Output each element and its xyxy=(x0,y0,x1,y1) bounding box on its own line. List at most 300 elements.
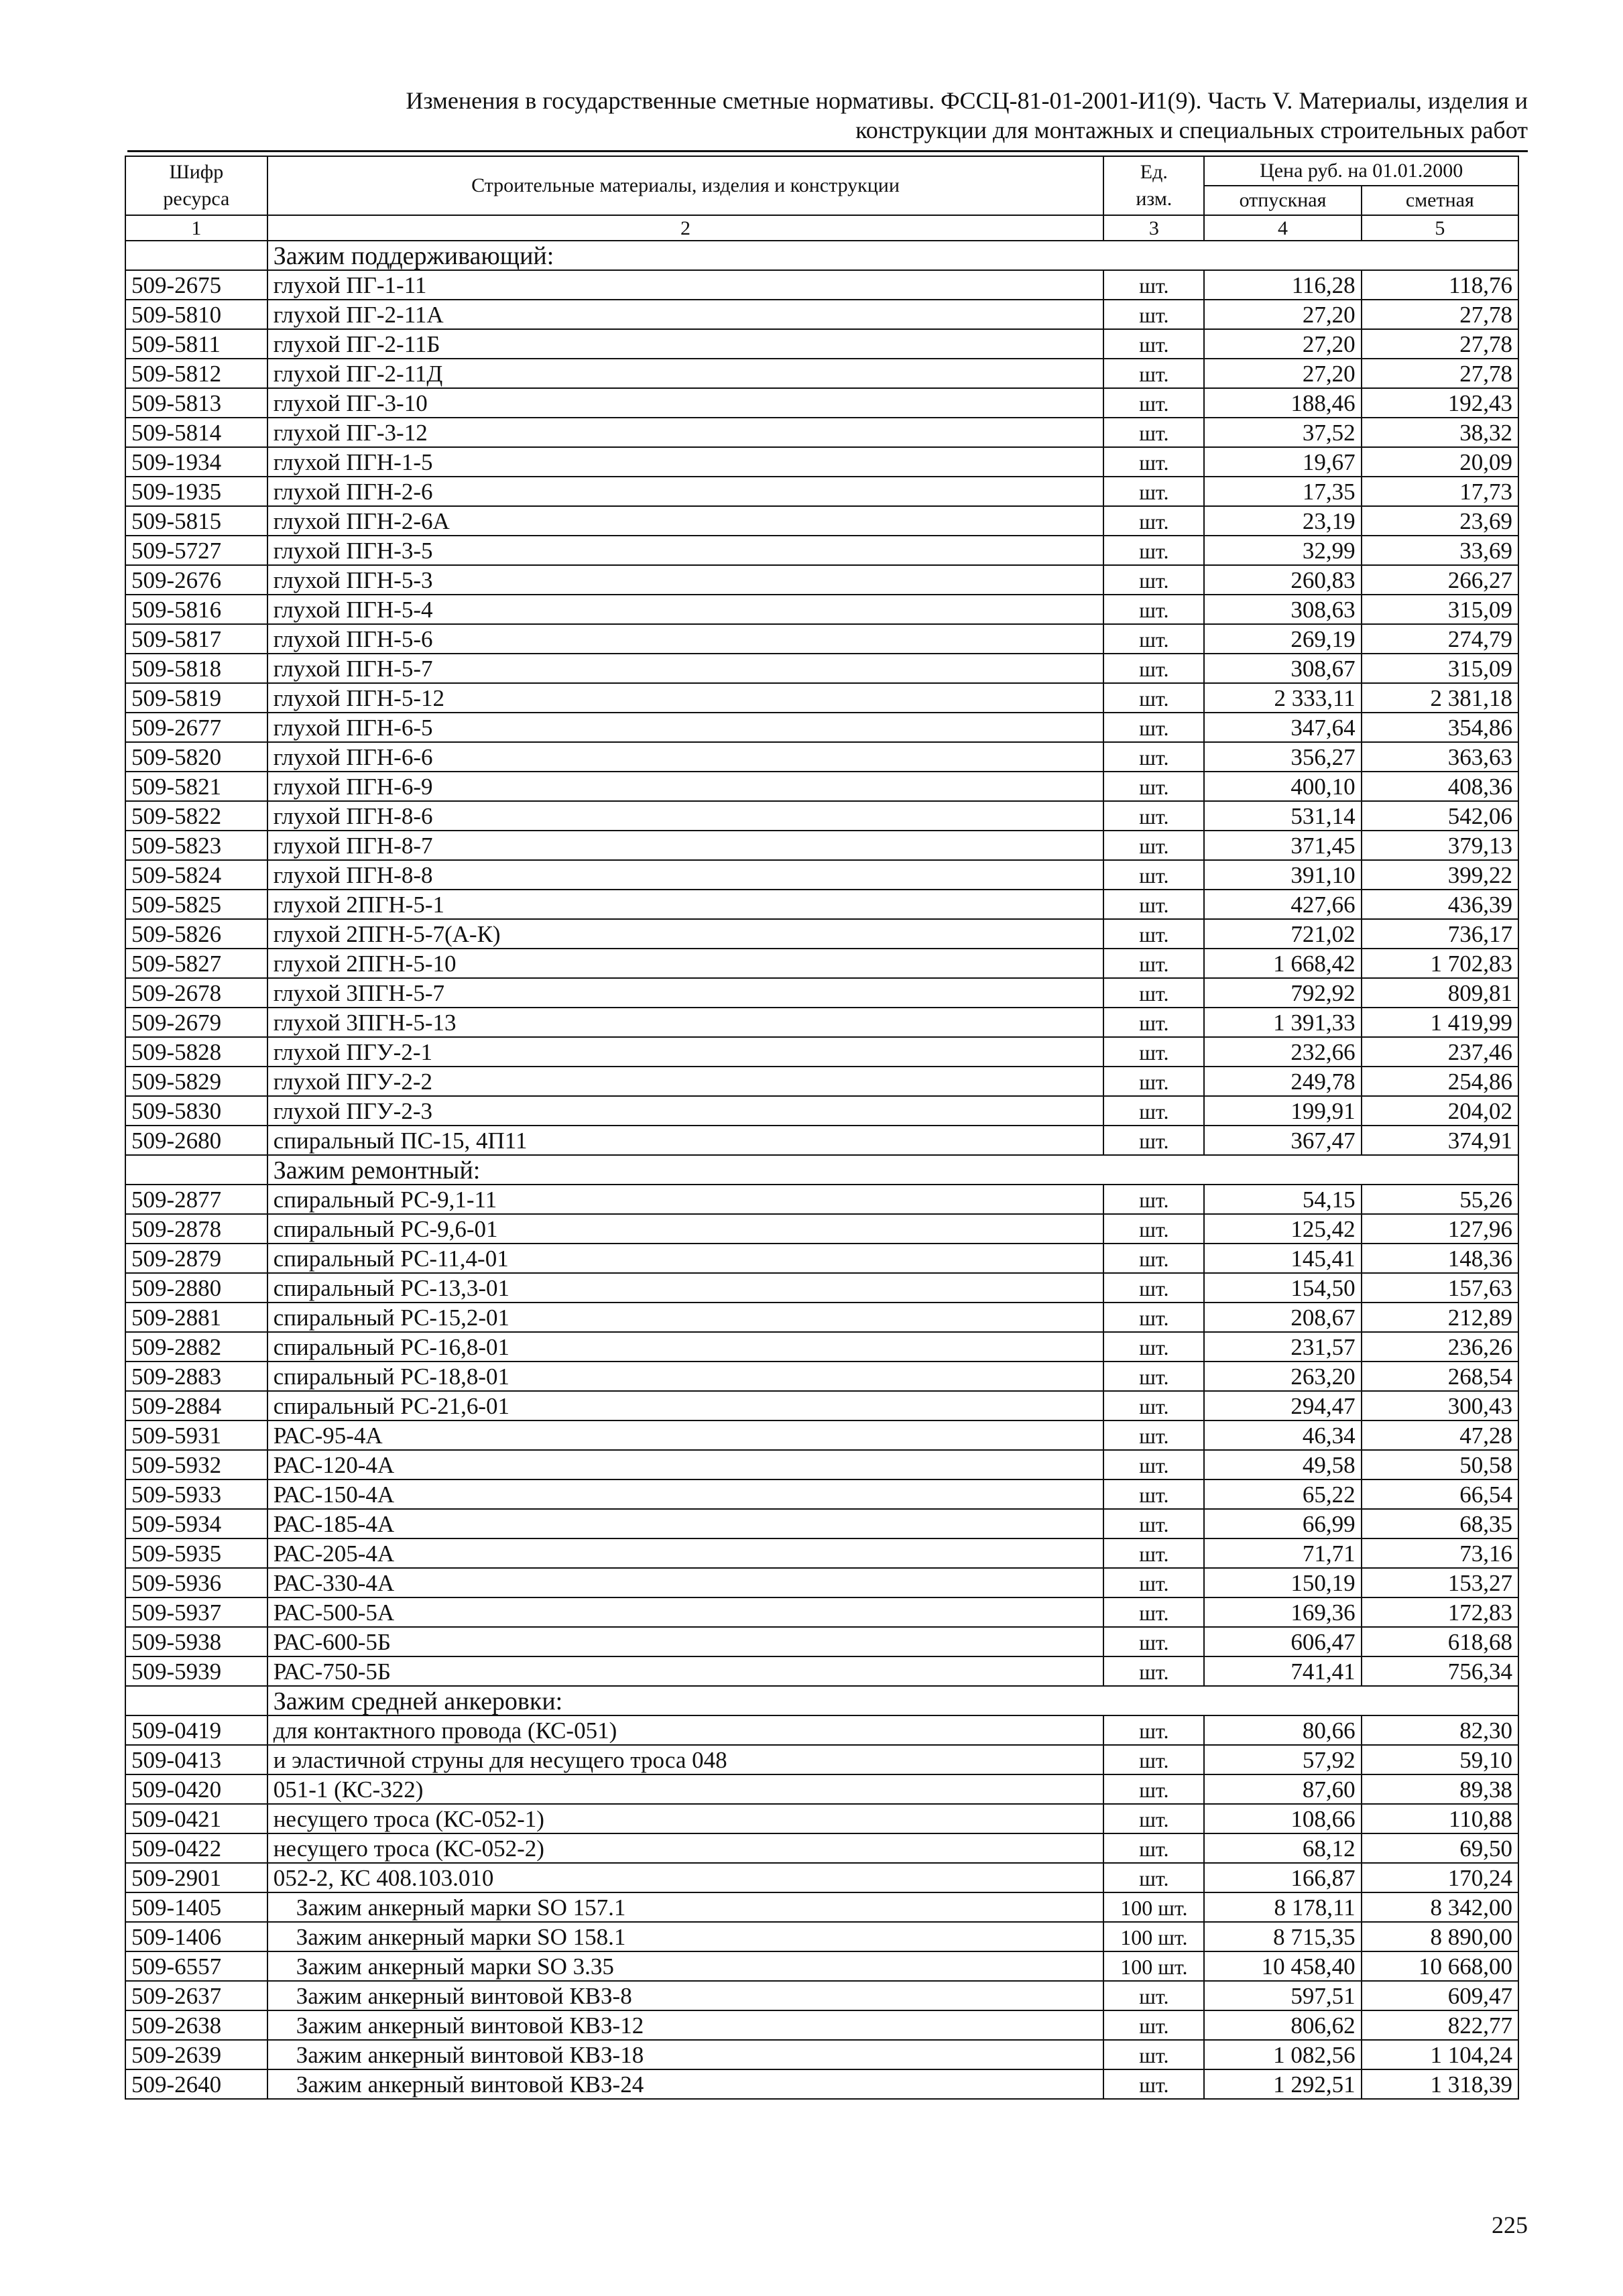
price-sale: 347,64 xyxy=(1204,713,1361,742)
code-header-line-1: Шифр xyxy=(169,161,224,183)
unit-of-measure: шт. xyxy=(1103,860,1204,890)
unit-of-measure: 100 шт. xyxy=(1103,1922,1204,1951)
material-name: Зажим анкерный винтовой КВЗ-24 xyxy=(267,2069,1104,2099)
price-estimate: 73,16 xyxy=(1362,1538,1518,1568)
unit-of-measure: шт. xyxy=(1103,1362,1204,1391)
price-estimate: 618,68 xyxy=(1362,1627,1518,1656)
price-estimate: 822,77 xyxy=(1362,2010,1518,2040)
price-estimate: 66,54 xyxy=(1362,1479,1518,1509)
price-estimate: 315,09 xyxy=(1362,595,1518,624)
price-sale: 1 391,33 xyxy=(1204,1008,1361,1037)
material-name: несущего троса (КС-052-1) xyxy=(267,1804,1104,1833)
resource-code: 509-2680 xyxy=(125,1126,267,1155)
price-sale: 188,46 xyxy=(1204,388,1361,418)
resource-code: 509-1934 xyxy=(125,447,267,477)
unit-of-measure: шт. xyxy=(1103,1774,1204,1804)
section-header-row xyxy=(125,241,1518,270)
price-sale: 10 458,40 xyxy=(1204,1951,1361,1981)
unit-of-measure: шт. xyxy=(1103,477,1204,506)
unit-of-measure: шт. xyxy=(1103,1244,1204,1273)
price-estimate: 8 890,00 xyxy=(1362,1922,1518,1951)
unit-of-measure: шт. xyxy=(1103,1421,1204,1450)
material-name: глухой ПГН-5-7 xyxy=(267,654,1104,683)
resource-code: 509-5822 xyxy=(125,801,267,831)
resource-code: 509-5938 xyxy=(125,1627,267,1656)
section-title: Зажим средней анкеровки: xyxy=(267,1686,1518,1715)
price-sale: 249,78 xyxy=(1204,1067,1361,1096)
table-row xyxy=(125,1538,1518,1568)
resource-code: 509-1405 xyxy=(125,1892,267,1922)
section-header-row xyxy=(125,1686,1518,1715)
price-sale: 741,41 xyxy=(1204,1656,1361,1686)
price-sale: 32,99 xyxy=(1204,536,1361,565)
material-name: и эластичной струны для несущего троса 048 xyxy=(267,1745,1104,1774)
table-row xyxy=(125,654,1518,683)
table-row xyxy=(125,949,1518,978)
material-name: глухой 3ПГН-5-7 xyxy=(267,978,1104,1008)
material-name: Зажим анкерный марки SO 157.1 xyxy=(267,1892,1104,1922)
material-name: 052-2, КС 408.103.010 xyxy=(267,1863,1104,1892)
price-estimate: 274,79 xyxy=(1362,624,1518,654)
material-name: глухой ПГ-3-10 xyxy=(267,388,1104,418)
resource-code: 509-5820 xyxy=(125,742,267,772)
table-row xyxy=(125,1479,1518,1509)
code-header-line-2: ресурса xyxy=(163,188,230,210)
unit-of-measure: 100 шт. xyxy=(1103,1951,1204,1981)
resource-code: 509-2639 xyxy=(125,2040,267,2069)
header-line-2: конструкции для монтажных и специальных строительных работ xyxy=(855,117,1528,143)
resource-code: 509-5939 xyxy=(125,1656,267,1686)
material-name: глухой ПГН-5-3 xyxy=(267,565,1104,595)
material-name: для контактного провода (КС-051) xyxy=(267,1715,1104,1745)
unit-of-measure: шт. xyxy=(1103,1568,1204,1597)
header-line-1: Изменения в государственные сметные нормативы. ФССЦ-81-01-2001-И1(9). Часть V. Материалы, изделия и xyxy=(406,87,1528,114)
resource-code: 509-2637 xyxy=(125,1981,267,2010)
price-sale: 27,20 xyxy=(1204,329,1361,359)
unit-of-measure: шт. xyxy=(1103,359,1204,388)
resource-code: 509-5814 xyxy=(125,418,267,447)
price-sale: 49,58 xyxy=(1204,1450,1361,1479)
price-sale: 263,20 xyxy=(1204,1362,1361,1391)
price-estimate: 172,83 xyxy=(1362,1597,1518,1627)
resource-code: 509-5933 xyxy=(125,1479,267,1509)
price-estimate: 363,63 xyxy=(1362,742,1518,772)
page-header xyxy=(86,86,1528,145)
column-number: 3 xyxy=(1103,215,1204,241)
price-sale: 367,47 xyxy=(1204,1126,1361,1155)
unit-of-measure: шт. xyxy=(1103,742,1204,772)
unit-of-measure: шт. xyxy=(1103,2010,1204,2040)
price-estimate: 82,30 xyxy=(1362,1715,1518,1745)
resource-code: 509-1935 xyxy=(125,477,267,506)
table-row xyxy=(125,2040,1518,2069)
price-estimate: 23,69 xyxy=(1362,506,1518,536)
table-row xyxy=(125,1833,1518,1863)
price-sale: 23,19 xyxy=(1204,506,1361,536)
column-number: 2 xyxy=(267,215,1104,241)
table-row xyxy=(125,1450,1518,1479)
material-name: Зажим анкерный винтовой КВЗ-12 xyxy=(267,2010,1104,2040)
unit-of-measure: шт. xyxy=(1103,713,1204,742)
unit-of-measure: шт. xyxy=(1103,654,1204,683)
material-name: глухой ПГН-8-6 xyxy=(267,801,1104,831)
resource-code: 509-0419 xyxy=(125,1715,267,1745)
price-estimate: 436,39 xyxy=(1362,890,1518,919)
price-sale: 1 668,42 xyxy=(1204,949,1361,978)
price-estimate: 315,09 xyxy=(1362,654,1518,683)
price-estimate: 157,63 xyxy=(1362,1273,1518,1303)
resource-code: 509-6557 xyxy=(125,1951,267,1981)
resource-code: 509-5811 xyxy=(125,329,267,359)
table-row xyxy=(125,1981,1518,2010)
price-sale: 308,63 xyxy=(1204,595,1361,624)
price-table xyxy=(125,156,1519,2100)
price-sale: 721,02 xyxy=(1204,919,1361,949)
price-sale: 606,47 xyxy=(1204,1627,1361,1656)
price-estimate: 399,22 xyxy=(1362,860,1518,890)
unit-of-measure: шт. xyxy=(1103,1303,1204,1332)
resource-code: 509-2881 xyxy=(125,1303,267,1332)
table-row xyxy=(125,1892,1518,1922)
price-estimate: 756,34 xyxy=(1362,1656,1518,1686)
table-row xyxy=(125,1362,1518,1391)
section-spacer xyxy=(125,1686,267,1715)
price-sale: 1 082,56 xyxy=(1204,2040,1361,2069)
price-sale: 80,66 xyxy=(1204,1715,1361,1745)
price-estimate: 1 702,83 xyxy=(1362,949,1518,978)
column-number: 1 xyxy=(125,215,267,241)
unit-of-measure: шт. xyxy=(1103,300,1204,329)
price-sale: 46,34 xyxy=(1204,1421,1361,1450)
price-estimate: 379,13 xyxy=(1362,831,1518,860)
resource-code: 509-2882 xyxy=(125,1332,267,1362)
price-sale: 87,60 xyxy=(1204,1774,1361,1804)
price-estimate: 736,17 xyxy=(1362,919,1518,949)
price-sale: 2 333,11 xyxy=(1204,683,1361,713)
price-estimate: 148,36 xyxy=(1362,1244,1518,1273)
unit-of-measure: 100 шт. xyxy=(1103,1892,1204,1922)
price-sale: 17,35 xyxy=(1204,477,1361,506)
price-sale: 208,67 xyxy=(1204,1303,1361,1332)
material-name: несущего троса (КС-052-2) xyxy=(267,1833,1104,1863)
resource-code: 509-5819 xyxy=(125,683,267,713)
price-estimate: 237,46 xyxy=(1362,1037,1518,1067)
table-row xyxy=(125,1774,1518,1804)
table-row xyxy=(125,1244,1518,1273)
page-number: 225 xyxy=(1492,2212,1528,2238)
table-body xyxy=(125,241,1518,2099)
material-name: глухой ПГН-8-7 xyxy=(267,831,1104,860)
resource-code: 509-2678 xyxy=(125,978,267,1008)
resource-code: 509-5932 xyxy=(125,1450,267,1479)
table-row xyxy=(125,1008,1518,1037)
price-sale: 154,50 xyxy=(1204,1273,1361,1303)
table-row xyxy=(125,506,1518,536)
section-title: Зажим поддерживающий: xyxy=(267,241,1518,270)
price-sale: 427,66 xyxy=(1204,890,1361,919)
resource-code: 509-5829 xyxy=(125,1067,267,1096)
table-row xyxy=(125,683,1518,713)
table-row xyxy=(125,831,1518,860)
unit-of-measure: шт. xyxy=(1103,1509,1204,1538)
material-name: спиральный РС-9,1-11 xyxy=(267,1185,1104,1214)
material-name: глухой 2ПГН-5-7(А-К) xyxy=(267,919,1104,949)
table-row xyxy=(125,1303,1518,1332)
resource-code: 509-2880 xyxy=(125,1273,267,1303)
column-number: 5 xyxy=(1362,215,1518,241)
table-row xyxy=(125,1126,1518,1155)
table-row xyxy=(125,1509,1518,1538)
resource-code: 509-1406 xyxy=(125,1922,267,1951)
table-row xyxy=(125,978,1518,1008)
material-name: глухой 3ПГН-5-13 xyxy=(267,1008,1104,1037)
table-row xyxy=(125,1863,1518,1892)
resource-code: 509-2640 xyxy=(125,2069,267,2099)
resource-code: 509-2878 xyxy=(125,1214,267,1244)
resource-code: 509-5827 xyxy=(125,949,267,978)
unit-of-measure: шт. xyxy=(1103,1185,1204,1214)
table-row xyxy=(125,890,1518,919)
resource-code: 509-5936 xyxy=(125,1568,267,1597)
unit-of-measure: шт. xyxy=(1103,1538,1204,1568)
price-sale: 125,42 xyxy=(1204,1214,1361,1244)
material-name: глухой ПГУ-2-3 xyxy=(267,1096,1104,1126)
column-number: 4 xyxy=(1204,215,1361,241)
material-name: глухой ПГН-8-8 xyxy=(267,860,1104,890)
price-sale: 54,15 xyxy=(1204,1185,1361,1214)
unit-of-measure: шт. xyxy=(1103,2069,1204,2099)
resource-code: 509-5810 xyxy=(125,300,267,329)
price-estimate: 33,69 xyxy=(1362,536,1518,565)
price-sale: 150,19 xyxy=(1204,1568,1361,1597)
table-row xyxy=(125,359,1518,388)
material-name: РАС-185-4А xyxy=(267,1509,1104,1538)
table-row xyxy=(125,1037,1518,1067)
material-name: глухой ПГН-5-4 xyxy=(267,595,1104,624)
unit-of-measure: шт. xyxy=(1103,1332,1204,1362)
material-name: РАС-500-5А xyxy=(267,1597,1104,1627)
material-name: спиральный РС-15,2-01 xyxy=(267,1303,1104,1332)
resource-code: 509-5812 xyxy=(125,359,267,388)
price-estimate: 204,02 xyxy=(1362,1096,1518,1126)
table-row xyxy=(125,565,1518,595)
unit-of-measure: шт. xyxy=(1103,1833,1204,1863)
price-estimate: 69,50 xyxy=(1362,1833,1518,1863)
table-row xyxy=(125,919,1518,949)
unit-of-measure: шт. xyxy=(1103,329,1204,359)
material-name: глухой ПГН-3-5 xyxy=(267,536,1104,565)
price-estimate: 153,27 xyxy=(1362,1568,1518,1597)
col-price-sale-header: отпускная xyxy=(1204,186,1361,215)
table-row xyxy=(125,1627,1518,1656)
price-sale: 169,36 xyxy=(1204,1597,1361,1627)
unit-of-measure: шт. xyxy=(1103,919,1204,949)
table-row xyxy=(125,1214,1518,1244)
price-sale: 66,99 xyxy=(1204,1509,1361,1538)
price-estimate: 27,78 xyxy=(1362,300,1518,329)
section-spacer xyxy=(125,241,267,270)
unit-of-measure: шт. xyxy=(1103,1715,1204,1745)
table-row xyxy=(125,447,1518,477)
table-row xyxy=(125,1715,1518,1745)
table-row xyxy=(125,2069,1518,2099)
price-estimate: 47,28 xyxy=(1362,1421,1518,1450)
material-name: глухой ПГ-1-11 xyxy=(267,270,1104,300)
price-estimate: 354,86 xyxy=(1362,713,1518,742)
material-name: глухой ПГ-2-11Б xyxy=(267,329,1104,359)
column-numbers-row xyxy=(125,215,1518,241)
price-sale: 531,14 xyxy=(1204,801,1361,831)
price-sale: 8 715,35 xyxy=(1204,1922,1361,1951)
col-unit-header xyxy=(1103,156,1204,215)
price-sale: 145,41 xyxy=(1204,1244,1361,1273)
price-estimate: 170,24 xyxy=(1362,1863,1518,1892)
price-estimate: 1 419,99 xyxy=(1362,1008,1518,1037)
price-sale: 308,67 xyxy=(1204,654,1361,683)
table-row xyxy=(125,418,1518,447)
material-name: глухой ПГН-6-9 xyxy=(267,772,1104,801)
unit-header-line-1: Ед. xyxy=(1140,161,1168,183)
unit-header-line-2: изм. xyxy=(1136,188,1173,210)
material-name: спиральный РС-13,3-01 xyxy=(267,1273,1104,1303)
price-estimate: 20,09 xyxy=(1362,447,1518,477)
resource-code: 509-5935 xyxy=(125,1538,267,1568)
price-sale: 400,10 xyxy=(1204,772,1361,801)
price-estimate: 55,26 xyxy=(1362,1185,1518,1214)
table-row xyxy=(125,388,1518,418)
material-name: РАС-750-5Б xyxy=(267,1656,1104,1686)
table-row xyxy=(125,1096,1518,1126)
section-spacer xyxy=(125,1155,267,1185)
price-estimate: 374,91 xyxy=(1362,1126,1518,1155)
material-name: глухой 2ПГН-5-10 xyxy=(267,949,1104,978)
resource-code: 509-5828 xyxy=(125,1037,267,1067)
price-estimate: 50,58 xyxy=(1362,1450,1518,1479)
price-sale: 232,66 xyxy=(1204,1037,1361,1067)
price-sale: 27,20 xyxy=(1204,300,1361,329)
resource-code: 509-2676 xyxy=(125,565,267,595)
resource-code: 509-5826 xyxy=(125,919,267,949)
table-row xyxy=(125,860,1518,890)
section-header-row xyxy=(125,1155,1518,1185)
table-row xyxy=(125,801,1518,831)
price-estimate: 268,54 xyxy=(1362,1362,1518,1391)
section-title: Зажим ремонтный: xyxy=(267,1155,1518,1185)
unit-of-measure: шт. xyxy=(1103,536,1204,565)
price-sale: 391,10 xyxy=(1204,860,1361,890)
price-sale: 65,22 xyxy=(1204,1479,1361,1509)
unit-of-measure: шт. xyxy=(1103,1391,1204,1421)
resource-code: 509-2675 xyxy=(125,270,267,300)
price-sale: 371,45 xyxy=(1204,831,1361,860)
price-sale: 806,62 xyxy=(1204,2010,1361,2040)
price-sale: 231,57 xyxy=(1204,1332,1361,1362)
price-estimate: 8 342,00 xyxy=(1362,1892,1518,1922)
price-estimate: 1 104,24 xyxy=(1362,2040,1518,2069)
price-estimate: 236,26 xyxy=(1362,1332,1518,1362)
resource-code: 509-5934 xyxy=(125,1509,267,1538)
price-sale: 19,67 xyxy=(1204,447,1361,477)
resource-code: 509-5817 xyxy=(125,624,267,654)
unit-of-measure: шт. xyxy=(1103,772,1204,801)
price-estimate: 254,86 xyxy=(1362,1067,1518,1096)
table-row xyxy=(125,1185,1518,1214)
unit-of-measure: шт. xyxy=(1103,418,1204,447)
material-name: глухой ПГ-3-12 xyxy=(267,418,1104,447)
material-name: Зажим анкерный винтовой КВЗ-18 xyxy=(267,2040,1104,2069)
unit-of-measure: шт. xyxy=(1103,624,1204,654)
unit-of-measure: шт. xyxy=(1103,1214,1204,1244)
material-name: спиральный РС-18,8-01 xyxy=(267,1362,1104,1391)
resource-code: 509-5825 xyxy=(125,890,267,919)
table-row xyxy=(125,1273,1518,1303)
table-row xyxy=(125,1804,1518,1833)
material-name: 051-1 (КС-322) xyxy=(267,1774,1104,1804)
price-sale: 37,52 xyxy=(1204,418,1361,447)
material-name: спиральный РС-21,6-01 xyxy=(267,1391,1104,1421)
table-row xyxy=(125,2010,1518,2040)
unit-of-measure: шт. xyxy=(1103,1804,1204,1833)
header-rule xyxy=(127,150,1528,152)
resource-code: 509-0422 xyxy=(125,1833,267,1863)
price-estimate: 17,73 xyxy=(1362,477,1518,506)
resource-code: 509-5830 xyxy=(125,1096,267,1126)
price-estimate: 89,38 xyxy=(1362,1774,1518,1804)
unit-of-measure: шт. xyxy=(1103,831,1204,860)
table-row xyxy=(125,1656,1518,1686)
unit-of-measure: шт. xyxy=(1103,506,1204,536)
col-name-header: Строительные материалы, изделия и конструкции xyxy=(267,156,1104,215)
unit-of-measure: шт. xyxy=(1103,1597,1204,1627)
price-sale: 68,12 xyxy=(1204,1833,1361,1863)
material-name: глухой ПГН-6-5 xyxy=(267,713,1104,742)
price-estimate: 127,96 xyxy=(1362,1214,1518,1244)
material-name: глухой ПГ-2-11А xyxy=(267,300,1104,329)
unit-of-measure: шт. xyxy=(1103,683,1204,713)
material-name: Зажим анкерный марки SO 158.1 xyxy=(267,1922,1104,1951)
resource-code: 509-5823 xyxy=(125,831,267,860)
unit-of-measure: шт. xyxy=(1103,801,1204,831)
table-row xyxy=(125,1332,1518,1362)
price-sale: 108,66 xyxy=(1204,1804,1361,1833)
price-sale: 1 292,51 xyxy=(1204,2069,1361,2099)
price-sale: 260,83 xyxy=(1204,565,1361,595)
unit-of-measure: шт. xyxy=(1103,1981,1204,2010)
table-row xyxy=(125,1745,1518,1774)
table-row xyxy=(125,477,1518,506)
unit-of-measure: шт. xyxy=(1103,1067,1204,1096)
table-row xyxy=(125,1951,1518,1981)
resource-code: 509-5815 xyxy=(125,506,267,536)
material-name: РАС-120-4А xyxy=(267,1450,1104,1479)
unit-of-measure: шт. xyxy=(1103,388,1204,418)
resource-code: 509-5813 xyxy=(125,388,267,418)
price-estimate: 192,43 xyxy=(1362,388,1518,418)
resource-code: 509-2677 xyxy=(125,713,267,742)
price-estimate: 10 668,00 xyxy=(1362,1951,1518,1981)
col-price-header: Цена руб. на 01.01.2000 xyxy=(1204,156,1518,186)
price-sale: 792,92 xyxy=(1204,978,1361,1008)
price-estimate: 27,78 xyxy=(1362,329,1518,359)
price-sale: 199,91 xyxy=(1204,1096,1361,1126)
price-sale: 8 178,11 xyxy=(1204,1892,1361,1922)
material-name: Зажим анкерный винтовой КВЗ-8 xyxy=(267,1981,1104,2010)
resource-code: 509-5931 xyxy=(125,1421,267,1450)
material-name: глухой ПГН-2-6А xyxy=(267,506,1104,536)
material-name: РАС-330-4А xyxy=(267,1568,1104,1597)
material-name: глухой ПГУ-2-1 xyxy=(267,1037,1104,1067)
table-row xyxy=(125,329,1518,359)
